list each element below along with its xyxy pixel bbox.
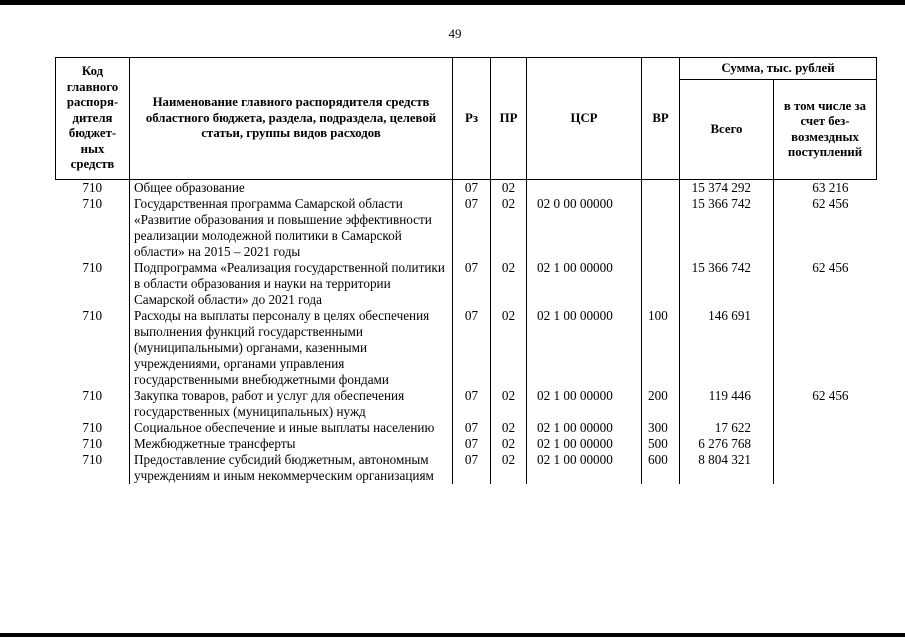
cell-total: 119 446 <box>680 388 774 420</box>
header-rz: Рз <box>453 58 491 180</box>
header-total: Всего <box>680 80 774 180</box>
header-vr: ВР <box>642 58 680 180</box>
cell-total: 8 804 321 <box>680 452 774 484</box>
cell-total: 146 691 <box>680 308 774 388</box>
header-csr: ЦСР <box>527 58 642 180</box>
cell-pr: 02 <box>491 420 527 436</box>
cell-code: 710 <box>82 196 103 211</box>
cell-pr: 02 <box>491 196 527 260</box>
cell-code: 710 <box>82 308 103 323</box>
budget-table <box>55 57 877 484</box>
cell-vr: 300 <box>642 420 680 436</box>
cell-csr: 02 1 00 00000 <box>527 388 642 420</box>
table-row <box>56 308 877 388</box>
cell-csr: 02 1 00 00000 <box>527 436 642 452</box>
cell-rz: 07 <box>453 420 491 436</box>
table-row <box>56 196 877 260</box>
cell-pr: 02 <box>491 452 527 484</box>
cell-name: Государственная программа Самарской области «Развитие образования и повышение эффективности реализации молодежной политики в Самарской области» на 2015 – 2021 годы <box>130 196 453 260</box>
cell-vr: 600 <box>642 452 680 484</box>
cell-pr: 02 <box>491 436 527 452</box>
table-row <box>56 420 877 436</box>
bottom-border-bar <box>0 633 905 637</box>
cell-rz: 07 <box>453 436 491 452</box>
cell-name: Расходы на выплаты персоналу в целях обеспечения выполнения функций государственными (муниципальными) органами, казенными учреждениями, органами управления государственными внебюджетными фондами <box>130 308 453 388</box>
header-pr: ПР <box>491 58 527 180</box>
table-row <box>56 436 877 452</box>
cell-vr: 200 <box>642 388 680 420</box>
cell-name: Предоставление субсидий бюджетным, автономным учреждениям и иным некоммерческим организациям <box>130 452 453 484</box>
cell-code: 710 <box>82 452 103 467</box>
cell-total: 15 374 292 <box>680 180 774 197</box>
cell-total: 17 622 <box>680 420 774 436</box>
cell-code: 710 <box>82 260 103 275</box>
cell-rz: 07 <box>453 196 491 260</box>
cell-pr: 02 <box>491 308 527 388</box>
cell-code: 710 <box>82 420 103 435</box>
cell-free: 63 216 <box>774 180 877 197</box>
cell-free: 62 456 <box>774 260 877 308</box>
cell-vr: 500 <box>642 436 680 452</box>
cell-pr: 02 <box>491 388 527 420</box>
cell-free: 62 456 <box>774 388 877 420</box>
cell-free <box>774 452 877 484</box>
cell-total: 6 276 768 <box>680 436 774 452</box>
cell-code: 710 <box>82 388 103 403</box>
cell-csr <box>527 180 642 197</box>
cell-free <box>774 436 877 452</box>
cell-csr: 02 1 00 00000 <box>527 420 642 436</box>
cell-name: Общее образование <box>130 180 453 197</box>
header-sum: Сумма, тыс. рублей <box>680 58 877 80</box>
cell-csr: 02 1 00 00000 <box>527 452 642 484</box>
cell-rz: 07 <box>453 388 491 420</box>
top-border-bar <box>0 0 905 5</box>
page-number: 49 <box>448 26 462 41</box>
cell-vr: 100 <box>642 308 680 388</box>
cell-name: Межбюджетные трансферты <box>130 436 453 452</box>
cell-free <box>774 420 877 436</box>
cell-vr <box>642 260 680 308</box>
cell-name: Социальное обеспечение и иные выплаты населению <box>130 420 453 436</box>
cell-pr: 02 <box>491 180 527 197</box>
cell-vr <box>642 196 680 260</box>
cell-rz: 07 <box>453 452 491 484</box>
table-row <box>56 388 877 420</box>
cell-name: Подпрограмма «Реализация государственной политики в области образования и науки на территории Самарской области» до 2021 года <box>130 260 453 308</box>
cell-rz: 07 <box>453 260 491 308</box>
cell-total: 15 366 742 <box>680 196 774 260</box>
table-row <box>56 180 877 197</box>
table-body <box>56 180 877 485</box>
cell-free <box>774 308 877 388</box>
cell-pr: 02 <box>491 260 527 308</box>
cell-name: Закупка товаров, работ и услуг для обеспечения государственных (муниципальных) нужд <box>130 388 453 420</box>
cell-rz: 07 <box>453 308 491 388</box>
table-row <box>56 452 877 484</box>
cell-rz: 07 <box>453 180 491 197</box>
cell-free: 62 456 <box>774 196 877 260</box>
cell-csr: 02 0 00 00000 <box>527 196 642 260</box>
cell-code: 710 <box>82 436 103 451</box>
table-row <box>56 260 877 308</box>
header-free: в том числе за счет без-возмездных поступлений <box>774 80 877 180</box>
cell-code: 710 <box>82 180 103 195</box>
cell-csr: 02 1 00 00000 <box>527 308 642 388</box>
header-code: Код главного распоря-дителя бюджет-ных средств <box>56 58 130 180</box>
cell-csr: 02 1 00 00000 <box>527 260 642 308</box>
cell-vr <box>642 180 680 197</box>
header-name: Наименование главного распорядителя средств областного бюджета, раздела, подраздела, целевой статьи, группы видов расходов <box>130 58 453 180</box>
cell-total: 15 366 742 <box>680 260 774 308</box>
